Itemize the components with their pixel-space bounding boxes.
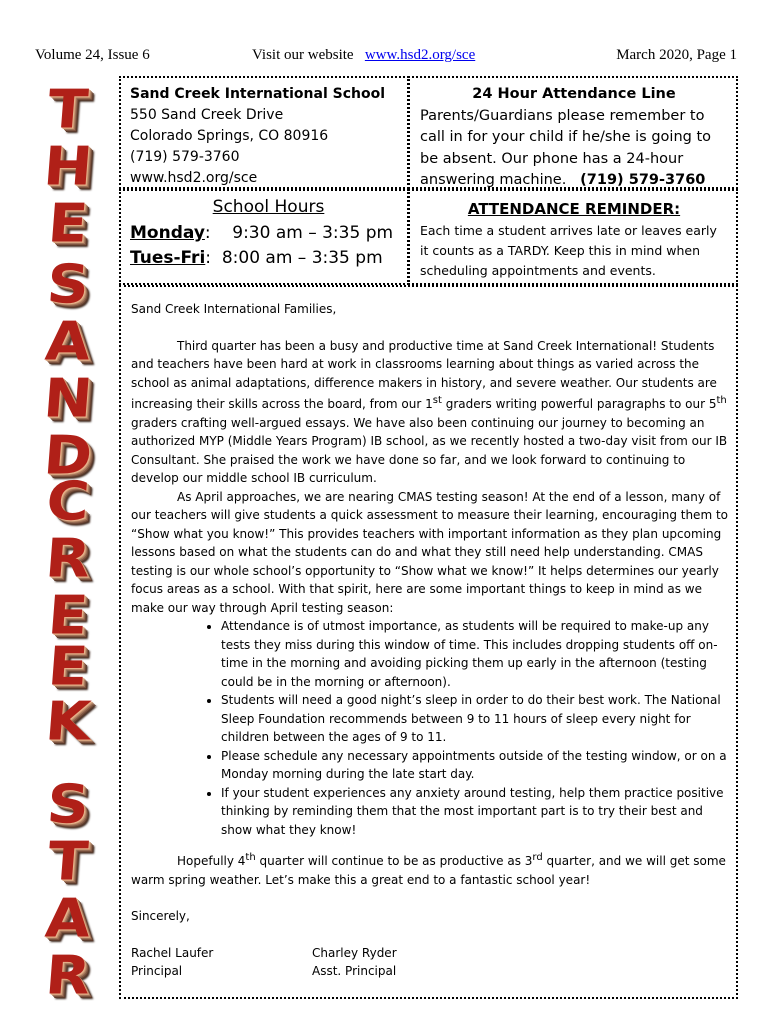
list-item: • Attendance is of utmost importance, as students will be required to make-up any tests they miss during this window of time. This includes dropping students off on-time in the morning and avoiding picking them up early in the afternoon (testing could be in the morning or afternoon). xyxy=(221,617,728,691)
masthead-letter: E xyxy=(45,634,91,698)
website-text: Visit our website xyxy=(252,47,354,63)
website-link[interactable]: www.hsd2.org/sce xyxy=(364,47,476,63)
signer-name: Rachel Laufer xyxy=(131,945,214,960)
hours-row-tues-fri: Tues-Fri: 8:00 am – 3:35 pm xyxy=(130,248,383,268)
attendance-reminder-box xyxy=(408,189,738,285)
list-item: • Please schedule any necessary appointments outside of the testing window, or on a Monday morning during the late start day. xyxy=(221,747,728,784)
hours-label: Monday xyxy=(130,223,205,243)
signatures xyxy=(131,944,728,981)
attendance-line-text: Parents/Guardians please remember to call in for your child if he/she is going to be absent. Our phone has a 24-hour answering machine. xyxy=(420,107,712,188)
signer-title: Principal xyxy=(131,964,183,978)
masthead-letter: H xyxy=(41,134,95,198)
website-line xyxy=(252,47,475,64)
signer-title: Asst. Principal xyxy=(312,964,397,978)
masthead-letter: D xyxy=(41,423,95,487)
list-item: • Students will need a good night’s sleep in order to do their best work. The National Sleep Foundation recommends between 9 to 11 hours of sleep every night for children between the ages of 9 to 11. xyxy=(221,691,728,747)
masthead-letter: K xyxy=(43,689,93,753)
hours-time: 8:00 am – 3:35 pm xyxy=(221,248,383,268)
signer-name: Charley Ryder xyxy=(312,945,397,960)
masthead-letter: C xyxy=(44,469,92,533)
attendance-line-box xyxy=(408,76,738,189)
issue-label: Volume 24, Issue 6 xyxy=(35,47,150,63)
masthead-letter: A xyxy=(43,886,93,950)
principal-letter xyxy=(119,285,738,999)
masthead-letter: R xyxy=(43,526,93,590)
masthead-letter: T xyxy=(45,77,91,141)
attendance-line-phone: (719) 579-3760 xyxy=(580,172,706,188)
masthead-letter: A xyxy=(43,309,93,373)
letter-greeting: Sand Creek International Families, xyxy=(131,302,337,316)
letter-closing: Sincerely, xyxy=(131,909,190,923)
school-hours-title: School Hours xyxy=(212,197,325,217)
letter-paragraph-2: As April approaches, we are nearing CMAS testing season! At the end of a lesson, many of our teachers will give students a quick assessment to measure their learning, encouraging them to “Show what you know!” This provides teachers with important information as they plan upcoming lessons based on what the students can do and what they still need help understanding. CMAS testing is our whole school’s opportunity to “Show what we know!” It helps determines our yearly focus areas as a school. With that spirit, here are some important things to keep in mind as we make our way through April testing season: xyxy=(131,489,728,615)
school-phone: (719) 579-3760 xyxy=(130,149,240,165)
letter-paragraph-3: Hopefully 4th quarter will continue to be as productive as 3rd quarter, and we will get some warm spring weather. Let’s make this a great end to a fantastic school year! xyxy=(131,852,726,887)
school-city: Colorado Springs, CO 80916 xyxy=(130,128,329,144)
school-info-box xyxy=(119,76,409,189)
masthead-letter: E xyxy=(45,191,91,255)
signer-asst-principal xyxy=(312,944,493,981)
masthead-letter: S xyxy=(44,772,92,836)
hours-row-monday: Monday: 9:30 am – 3:35 pm xyxy=(130,223,394,243)
list-item: • If your student experiences any anxiety around testing, help them practice positive thinking by reminding them that the most important part is to try their best and show what they know! xyxy=(221,784,728,840)
school-name: Sand Creek International School xyxy=(130,86,386,102)
reminder-title: ATTENDANCE REMINDER: xyxy=(467,200,681,218)
reminder-text: Each time a student arrives late or leaves early it counts as a TARDY. Keep this in mind when scheduling appointments and events. xyxy=(420,223,717,278)
date-page-label: March 2020, Page 1 xyxy=(616,47,737,63)
attendance-line-body xyxy=(420,106,728,192)
masthead-vertical-title xyxy=(28,77,108,1025)
attendance-line-title: 24 Hour Attendance Line xyxy=(472,86,676,102)
masthead-letter: E xyxy=(45,583,91,647)
hours-label: Tues-Fri xyxy=(130,248,206,268)
letter-paragraph-1: Third quarter has been a busy and productive time at Sand Creek International! Students and teachers have been hard at work in classrooms learning about things as varied across the school as animal adaptations, difference makers in history, and severe weather. Our students are increasing their skills across the board, from our 1st graders writing powerful paragraphs to our 5th graders crafting well-argued essays. We have also been continuing our journey to becoming an authorized MYP (Middle Years Program) IB school, as we recently hosted a two-day visit from our IB Consultant. She praised the work we have done so far, and we look forward to continuing to develop our middle school IB curriculum. xyxy=(131,338,728,485)
masthead-letter: T xyxy=(45,829,91,893)
masthead-letter: S xyxy=(44,252,92,316)
school-street: 550 Sand Creek Drive xyxy=(130,107,284,123)
testing-tips-list xyxy=(131,617,728,839)
masthead-letter: N xyxy=(41,366,95,430)
school-hours-box xyxy=(119,189,409,285)
masthead-letter: R xyxy=(43,943,93,1007)
school-website: www.hsd2.org/sce xyxy=(130,170,258,186)
signer-principal xyxy=(131,944,312,981)
hours-time: 9:30 am – 3:35 pm xyxy=(232,223,394,243)
